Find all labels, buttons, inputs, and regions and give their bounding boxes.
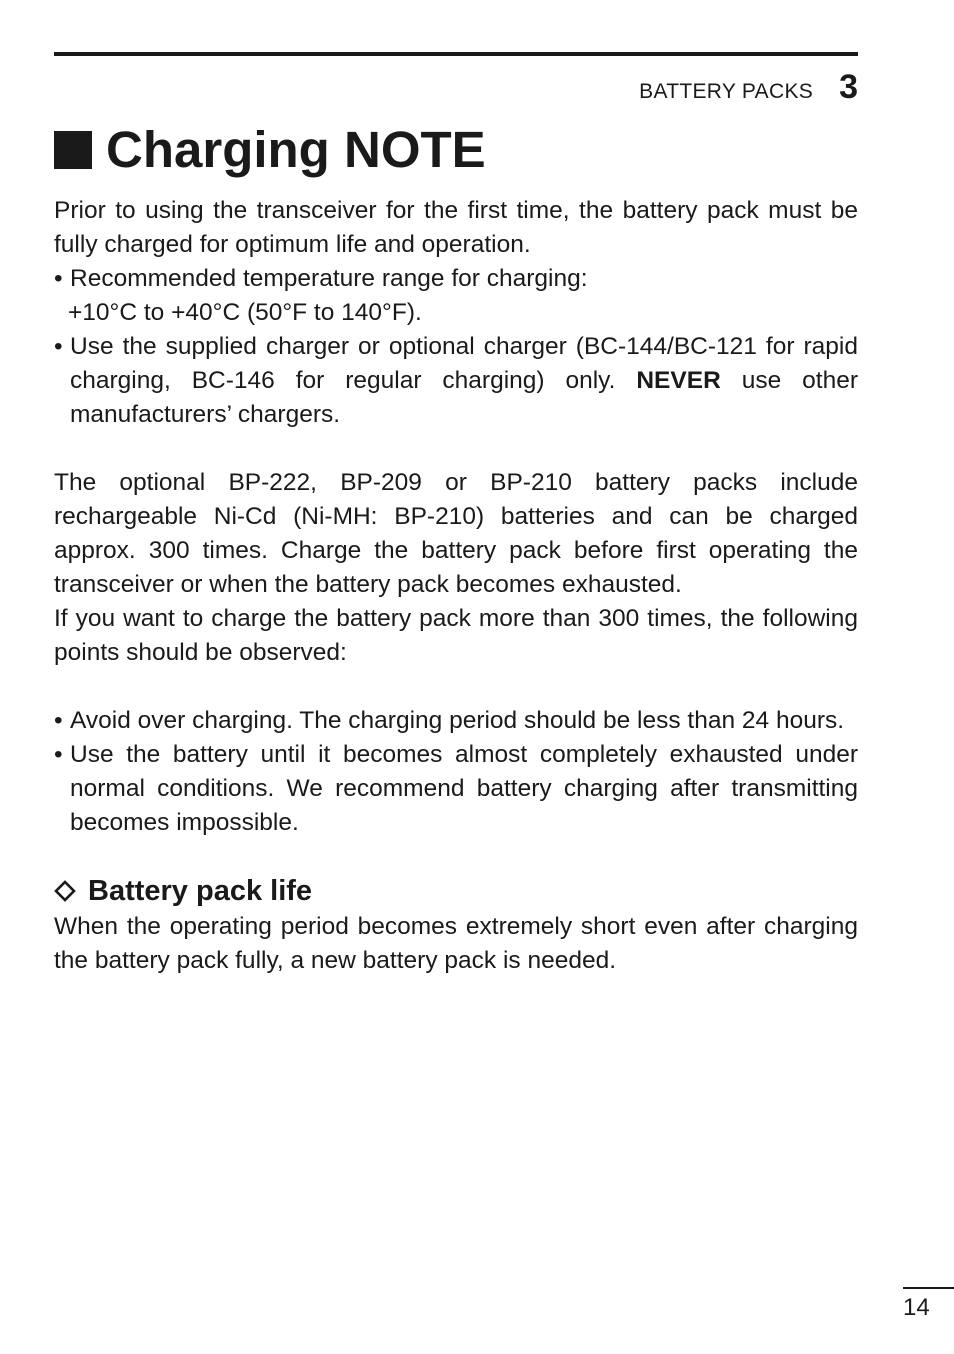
battery-life-heading-text: Battery pack life bbox=[88, 875, 313, 907]
footer-rule bbox=[903, 1287, 954, 1289]
bullet-dot: • bbox=[54, 741, 63, 768]
page-title bbox=[54, 117, 486, 183]
body-paragraph-1: The optional BP-222, BP-209 or BP-210 battery packs include rechargeable Ni-Cd (Ni-MH: BP-210) batteries and can be charged approx. 300 times. Charge the battery pack before first operating the transceiver or when the battery pack becomes exhausted. bbox=[54, 469, 858, 598]
bullet-temperature bbox=[54, 262, 858, 296]
bullet-charger-emphasis: NEVER bbox=[636, 367, 721, 394]
bullet-exhaust bbox=[54, 738, 858, 840]
section-label: BATTERY PACKS bbox=[639, 80, 814, 103]
chapter-number: 3 bbox=[839, 68, 858, 106]
bullet-temperature-line1: Recommended temperature range for charging: bbox=[70, 265, 588, 292]
battery-life-heading bbox=[54, 872, 858, 910]
bullet-temperature-range bbox=[54, 296, 858, 330]
body-paragraph-2: If you want to charge the battery pack more than 300 times, the following points should be observed: bbox=[54, 605, 858, 666]
bullet-exhaust-text: Use the battery until it becomes almost completely exhausted under normal conditions. We recommend battery charging after transmitting becomes impossible. bbox=[70, 741, 858, 836]
bullet-charger-text-a: Use the supplied charger or optional charger (BC-144/BC-121 for rapid charging, BC-146 for regular charging) only. bbox=[70, 333, 858, 394]
intro-paragraph: Prior to using the transceiver for the first time, the battery pack must be fully charged for optimum life and operation. bbox=[54, 197, 858, 258]
page-title-text: Charging NOTE bbox=[106, 121, 486, 178]
bullet-charger-text-b: use other manufacturers’ chargers. bbox=[70, 367, 858, 428]
bullet-overcharging-text: Avoid over charging. The charging period should be less than 24 hours. bbox=[70, 707, 845, 734]
bullet-dot: • bbox=[54, 707, 63, 734]
header-rule bbox=[54, 52, 858, 56]
spacer bbox=[54, 432, 858, 466]
bullet-charger bbox=[54, 330, 858, 432]
spacer bbox=[54, 670, 858, 704]
bullet-overcharging bbox=[54, 704, 858, 738]
page-number: 14 bbox=[903, 1294, 930, 1321]
main-content bbox=[54, 194, 858, 978]
bullet-dot: • bbox=[54, 265, 63, 292]
running-header bbox=[639, 68, 858, 107]
filled-square-icon bbox=[54, 131, 92, 169]
bullet-dot: • bbox=[54, 333, 63, 360]
diamond-outline-icon bbox=[54, 880, 76, 902]
battery-life-paragraph: When the operating period becomes extremely short even after charging the battery pack fully, a new battery pack is needed. bbox=[54, 913, 858, 974]
bullet-temperature-line2: +10°C to +40°C (50°F to 140°F). bbox=[68, 299, 422, 326]
